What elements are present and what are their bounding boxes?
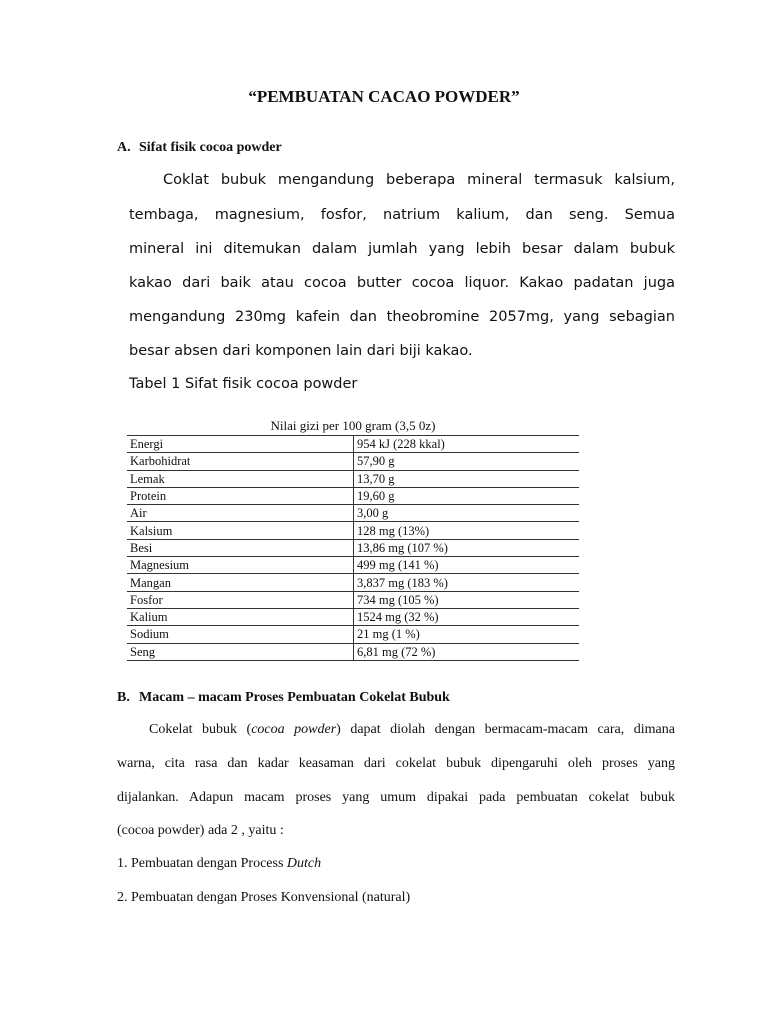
nutrient-name: Fosfor (127, 591, 354, 608)
paragraph-line: dijalankan. Adapun macam proses yang umum dipakai pada pembuatan cokelat bubuk (117, 790, 675, 805)
table-row (127, 453, 579, 470)
table-row (127, 643, 579, 660)
paragraph-line: kakao dari baik atau cocoa butter cocoa liquor. Kakao padatan juga (129, 275, 675, 291)
table-row (127, 505, 579, 522)
nutrient-value: 13,70 g (354, 470, 580, 487)
nutrient-value: 21 mg (1 %) (354, 626, 580, 643)
nutrient-name: Air (127, 505, 354, 522)
list-item (117, 856, 321, 872)
nutrient-name: Mangan (127, 574, 354, 591)
section-a-heading (117, 140, 282, 156)
table-row (127, 470, 579, 487)
nutrient-value: 6,81 mg (72 %) (354, 643, 580, 660)
text-emphasis: cocoa powder (251, 722, 337, 737)
nutrient-value: 57,90 g (354, 453, 580, 470)
document-title: “PEMBUATAN CACAO POWDER” (248, 87, 520, 106)
table-caption: Tabel 1 Sifat fisik cocoa powder (129, 376, 358, 392)
nutrient-value: 13,86 mg (107 %) (354, 539, 580, 556)
paragraph-line: tembaga, magnesium, fosfor, natrium kalium, dan seng. Semua (129, 207, 675, 223)
table-row (127, 487, 579, 504)
nutrient-value: 954 kJ (228 kkal) (354, 436, 580, 453)
section-b-heading (117, 690, 450, 706)
paragraph-line: Coklat bubuk mengandung beberapa mineral termasuk kalsium, (163, 172, 675, 188)
nutrient-value: 128 mg (13%) (354, 522, 580, 539)
nutrient-name: Energi (127, 436, 354, 453)
section-b-heading-text: Macam – macam Proses Pembuatan Cokelat Bubuk (139, 690, 450, 705)
nutrient-value: 3,00 g (354, 505, 580, 522)
section-b-label: B. (117, 690, 130, 705)
nutrient-name: Karbohidrat (127, 453, 354, 470)
nutrient-name: Seng (127, 643, 354, 660)
text-span: 1. Pembuatan dengan Process (117, 856, 287, 871)
table-row (127, 539, 579, 556)
section-a-heading-text: Sifat fisik cocoa powder (139, 140, 282, 155)
paragraph-line: besar absen dari komponen lain dari biji kakao. (129, 343, 473, 359)
section-a-label: A. (117, 140, 131, 155)
nutrient-name: Magnesium (127, 557, 354, 574)
table-row (127, 574, 579, 591)
nutrient-name: Kalium (127, 608, 354, 625)
nutrient-name: Lemak (127, 470, 354, 487)
table-row (127, 591, 579, 608)
nutrient-name: Besi (127, 539, 354, 556)
paragraph-line (117, 722, 675, 738)
list-item: 2. Pembuatan dengan Proses Konvensional (natural) (117, 890, 411, 905)
nutrient-name: Kalsium (127, 522, 354, 539)
paragraph-line: mineral ini ditemukan dalam jumlah yang lebih besar dalam bubuk (129, 241, 675, 257)
paragraph-line: (cocoa powder) ada 2 , yaitu : (117, 823, 284, 838)
text-span: ) dapat diolah dengan bermacam-macam cara, dimana (336, 722, 675, 737)
nutrition-table-title: Nilai gizi per 100 gram (3,5 0z) (270, 418, 436, 433)
nutrient-value: 3,837 mg (183 %) (354, 574, 580, 591)
text-span: Cokelat bubuk ( (149, 722, 252, 737)
nutrition-table (127, 417, 579, 661)
table-row (127, 626, 579, 643)
nutrient-value: 499 mg (141 %) (354, 557, 580, 574)
nutrient-value: 734 mg (105 %) (354, 591, 580, 608)
table-row (127, 436, 579, 453)
nutrient-value: 19,60 g (354, 487, 580, 504)
nutrient-name: Sodium (127, 626, 354, 643)
text-emphasis: Dutch (286, 856, 322, 871)
paragraph-line: mengandung 230mg kafein dan theobromine 2057mg, yang sebagian (129, 309, 675, 325)
table-row (127, 522, 579, 539)
paragraph-line: warna, cita rasa dan kadar keasaman dari cokelat bubuk dipengaruhi oleh proses yang (117, 756, 675, 771)
nutrient-value: 1524 mg (32 %) (354, 608, 580, 625)
table-row (127, 557, 579, 574)
nutrient-name: Protein (127, 487, 354, 504)
table-row (127, 608, 579, 625)
